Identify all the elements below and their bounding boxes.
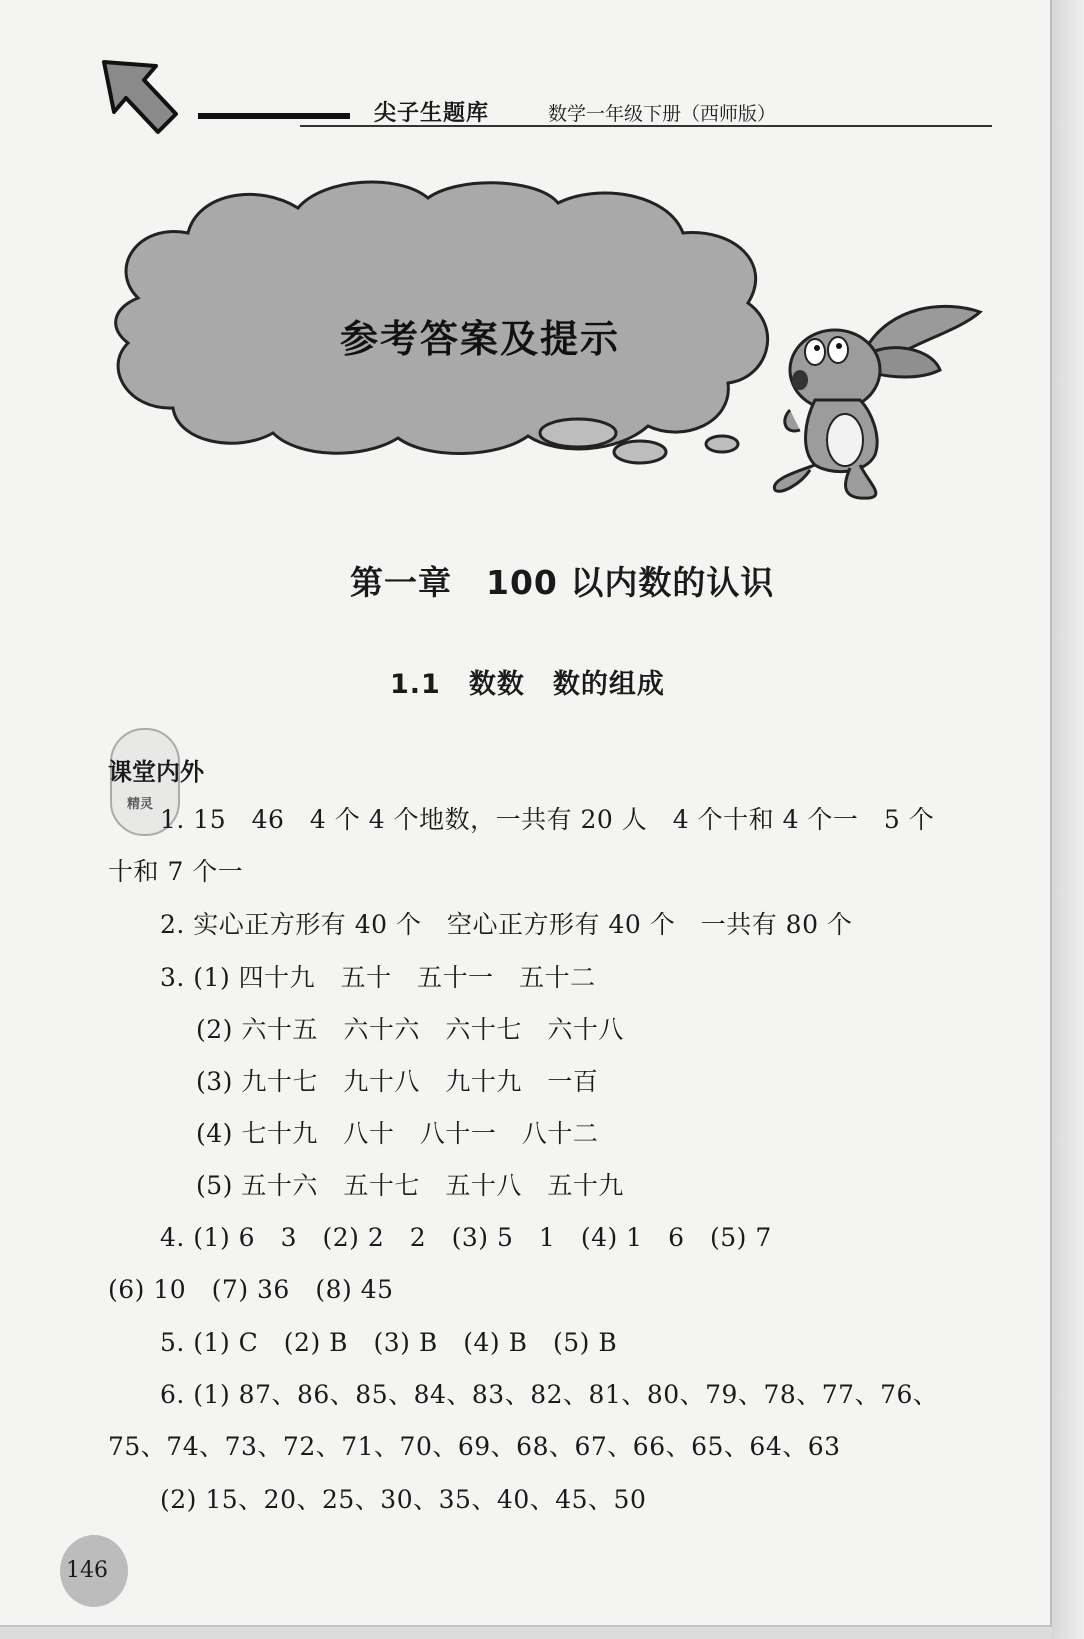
answer-line-3-1: 3. (1) 四十九 五十 五十一 五十二 [160,963,596,992]
page-number: 146 [66,1558,108,1583]
section-title: 1.1 数数 数的组成 [390,669,665,700]
answer-line-3-4: (4) 七十九 八十 八十一 八十二 [196,1119,599,1148]
answer-line-3-5: (5) 五十六 五十七 五十八 五十九 [196,1171,624,1200]
header-subtitle: 数学一年级下册（西师版） [548,103,777,125]
answer-line-6-2: (2) 15、20、25、30、35、40、45、50 [160,1485,647,1514]
answer-line-6-1: 6. (1) 87、86、85、84、83、82、81、80、79、78、77、76、 [160,1380,939,1409]
answers-banner-title: 参考答案及提示 [339,317,620,361]
answer-line-4: 4. (1) 6 3 (2) 2 2 (3) 5 1 (4) 1 6 (5) 7 [160,1223,772,1252]
stamp-badge-text: 精灵 [127,797,154,812]
rabbit-illustration [770,300,990,515]
chapter-title: 第一章 100 以内数的认识 [350,563,775,602]
page-edge [1052,0,1084,1639]
answer-line-4-cont: (6) 10 (7) 36 (8) 45 [108,1275,394,1304]
answer-line-1-cont: 十和 7 个一 [108,857,244,886]
answer-line-2: 2. 实心正方形有 40 个 空心正方形有 40 个 一共有 80 个 [160,910,853,939]
back-arrow-icon [100,58,180,140]
answer-line-1: 1. 15 46 4 个 4 个地数，一共有 20 人 4 个十和 4 个一 5 个 [160,805,935,834]
header-brand: 尖子生题库 [374,101,490,126]
block-heading: 课堂内外 [108,758,204,786]
answer-line-5: 5. (1) C (2) B (3) B (4) B (5) B [160,1328,618,1357]
answer-line-6-1-cont: 75、74、73、72、71、70、69、68、67、66、65、64、63 [108,1432,841,1461]
answer-line-3-3: (3) 九十七 九十八 九十九 一百 [196,1067,599,1096]
answer-line-3-2: (2) 六十五 六十六 六十七 六十八 [196,1015,624,1044]
header-rule-thick [198,113,350,119]
